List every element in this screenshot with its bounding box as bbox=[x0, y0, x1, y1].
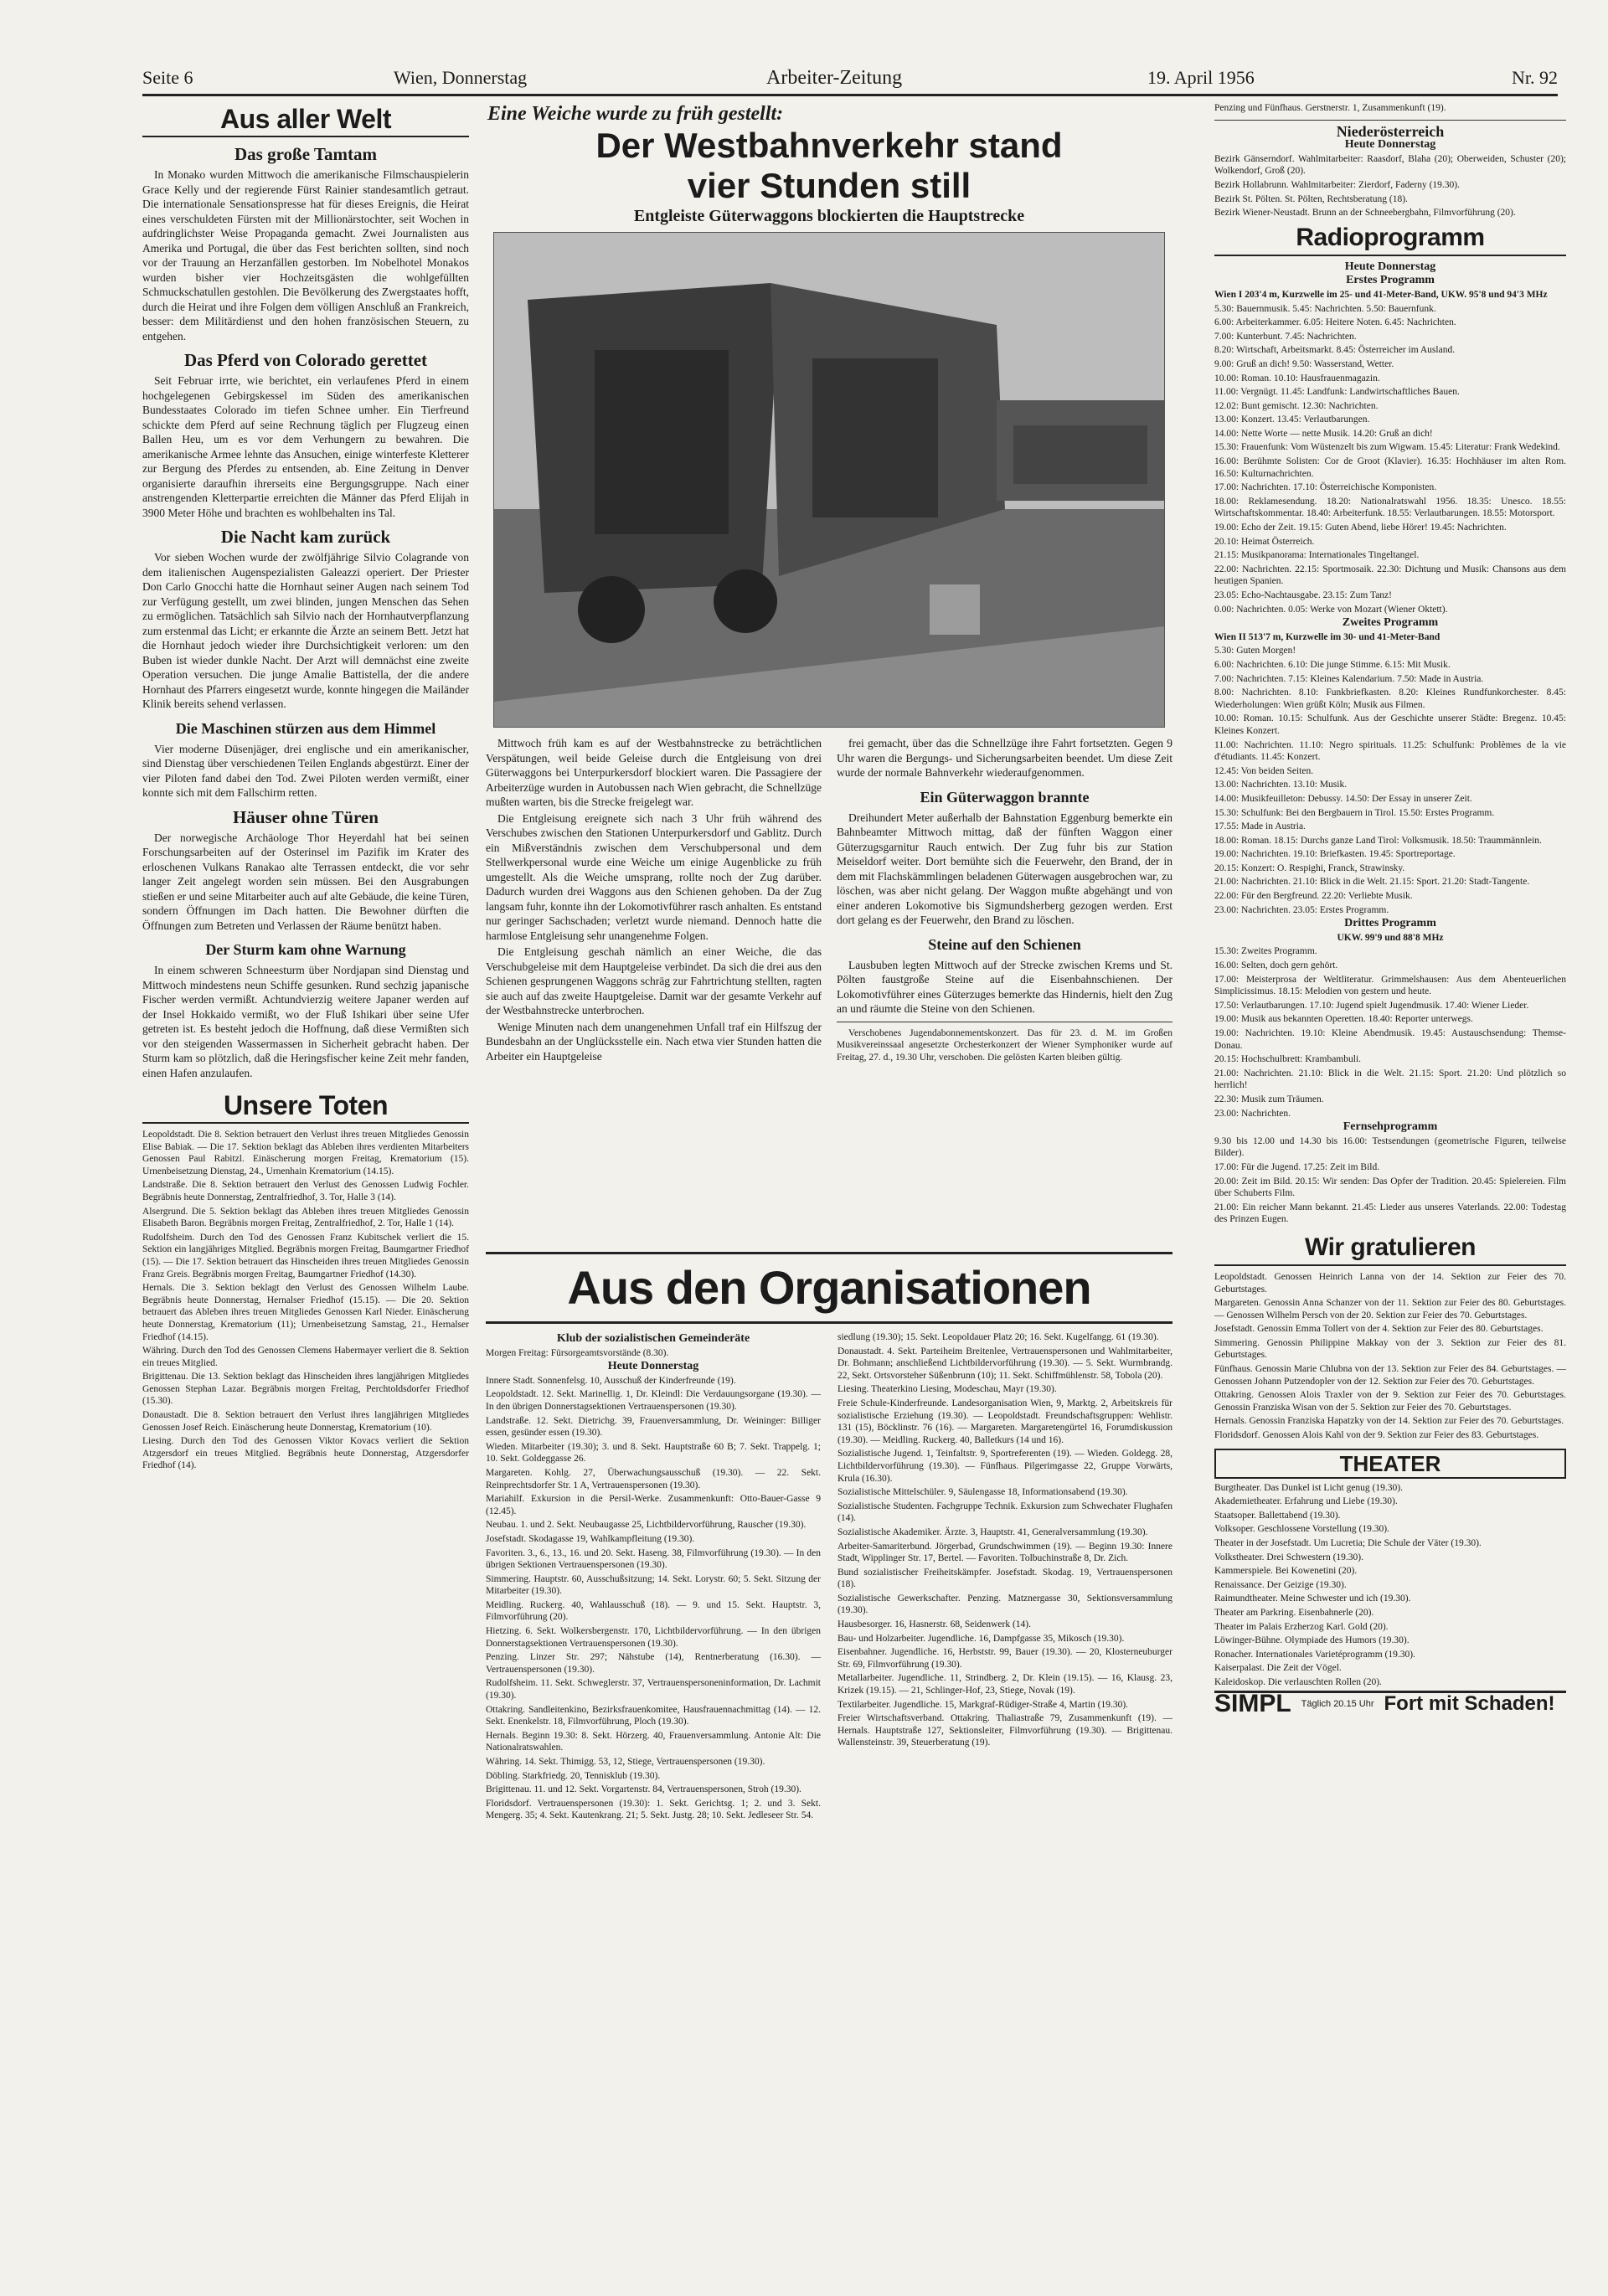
org-item: Freie Schule-Kinderfreunde. Landesorganisation Wien, 9, Marktg. 2, Arbeitskreis für sozialistische Erziehung (19.30). — Leopoldstadt. Freundschaftsgruppen: Wehlistr. 131 (15), Böcklinstr. 76 (16). — Margareten. Margaretengürtel 16, Forumdiskussion (19.30). — Meidling. Ruckerg. 40, Balletkurs (14 und 16). bbox=[838, 1398, 1172, 1445]
obituary-item: Landstraße. Die 8. Sektion betrauert den Verlust des Genossen Ludwig Fochler. Begräbnis heute Donnerstag, Zentralfriedhof, 3. Tor, Halle 3 (14). bbox=[142, 1180, 469, 1202]
radio-item: 10.00: Roman. 10.10: Hausfrauenmagazin. bbox=[1214, 373, 1380, 384]
story-columns bbox=[486, 736, 1172, 1065]
issue-number: Nr. 92 bbox=[1512, 67, 1558, 88]
org-list-right bbox=[838, 1331, 1172, 1749]
grat-item: Simmering. Genossin Philippine Makkay von der 3. Sektion zur Feier des 81. Geburtstages. bbox=[1214, 1337, 1566, 1361]
org-item: Hausbesorger. 16, Hasnerstr. 68, Seidenwerk (14). bbox=[838, 1619, 1032, 1630]
radio-item: 16.00: Selten, doch gern gehört. bbox=[1214, 960, 1338, 971]
article-text: In Monako wurden Mittwoch die amerikanische Filmschauspielerin Grace Kelly und der regierende Fürst Rainier standesamtlich getraut. Die internationale Sensationspresse hat für dieses Ereignis, die Heirat eines verschuldeten Fürsten mit der Millionärstochter, seit Wochen in aufdringlichster Weise Propaganda gemacht. Zwei Journalisten aus Amerika und Portugal, die über das Fest berichten sollten, sind noch vor der Trauung an Herzanfällen gestorben. Im Nobelhotel Monakos wurden bisher vier Hochzeitsgästen die wohlgefüllten Schmuckschatullen gestohlen. Die Bevölkerung des Zwergstaates hofft, durch die Heirat und ihre Folgen dem völligen Anschluß an Frankreich, besser: dem Militärdienst und den hohen französischen Steuern, zu entgehen. bbox=[142, 168, 469, 342]
radio-item: 20.10: Heimat Österreich. bbox=[1214, 536, 1315, 547]
radio-item: 23.00: Nachrichten. bbox=[1214, 1108, 1291, 1119]
section-title-aus-aller-welt: Aus aller Welt bbox=[142, 102, 469, 137]
divider bbox=[1214, 120, 1566, 121]
theater-item: Kaiserpalast. Die Zeit der Vögel. bbox=[1214, 1663, 1342, 1674]
photo-illustration bbox=[494, 233, 1164, 727]
heading-steine: Steine auf den Schienen bbox=[928, 935, 1081, 953]
tv-item: 20.00: Zeit im Bild. 20.15: Wir senden: Das Opfer der Tradition. 20.45: Spielereien. Film über Schuberts Film. bbox=[1214, 1176, 1566, 1199]
story-subhead: Entgleiste Güterwaggons blockierten die Hauptstrecke bbox=[633, 206, 1025, 225]
noe-item: Bezirk Wiener-Neustadt. Brunn an der Schneebergbahn, Filmvorführung (20). bbox=[1214, 208, 1516, 219]
radio-item: 8.20: Wirtschaft, Arbeitsmarkt. 8.45: Österreicher im Ausland. bbox=[1214, 345, 1456, 356]
article-heading: Der Sturm kam ohne Warnung bbox=[205, 941, 406, 958]
theater-list bbox=[1214, 1482, 1566, 1689]
simpl-logo: SIMPL bbox=[1214, 1689, 1291, 1717]
section-title-radio: Radioprogramm bbox=[1214, 221, 1566, 256]
org-item: Sozialistische Jugend. 1, Teinfaltstr. 9, Sportreferenten (19). — Wieden. Goldegg. 28, Lichtbildervorführung (19.30). — Fünfhaus. Pilgerimgasse 22, Gruppe Vorwärts, Krula (16.30). bbox=[838, 1449, 1172, 1484]
radio-item: 12.45: Von beiden Seiten. bbox=[1214, 765, 1314, 776]
org-item: Neubau. 1. und 2. Sekt. Neubaugasse 25, Lichtbildervorführung, Rauscher (19.30). bbox=[486, 1520, 807, 1531]
org-item: Donaustadt. 4. Sekt. Parteiheim Breitenlee, Vertrauenspersonen und Wahlmitarbeiter, Dr. Bohmann; anschließend Lichtbildervorführung (19.30). — 5. Sekt. Wurmbrandg. 22, Sekt. Ortsvorsteher Süßenbrunn (10); 11. Sekt. Schiffmühlenstr. 58, Tobola (20). bbox=[838, 1346, 1172, 1381]
article-heading: Das große Tamtam bbox=[234, 144, 377, 164]
article-steine: Lausbuben legten Mittwoch auf der Strecke zwischen Krems und St. Pölten faustgroße Steine auf die Eisenbahnschienen. Der Lokomotivführer eines Güterzuges bemerkte das Hindernis, hielt den Zug an und räumte die Steine von den Schienen. bbox=[837, 958, 1172, 1015]
grat-item: Fünfhaus. Genossin Marie Chlubna von der 13. Sektion zur Feier des 84. Geburtstages. — Genossen Johann Putzendopler von der 12. Sektion zur Feier des 70. Geburtstages. bbox=[1214, 1364, 1566, 1387]
org-item: Sozialistische Studenten. Fachgruppe Technik. Exkursion zum Schwechater Flughafen (14). bbox=[838, 1501, 1172, 1524]
theater-item: Theater im Palais Erzherzog Karl. Gold (20). bbox=[1214, 1621, 1389, 1632]
place-day: Wien, Donnerstag bbox=[394, 67, 528, 88]
radio-heute: Heute Donnerstag bbox=[1344, 260, 1436, 273]
org-item: Penzing. Linzer Str. 297; Nähstube (14), Rentnerberatung (16.30). — Vertrauenspersonen (19.30). bbox=[486, 1652, 821, 1675]
org-item: Bund sozialistischer Freiheitskämpfer. Josefstadt. Skodag. 19, Vertrauenspersonen (18). bbox=[838, 1567, 1172, 1590]
article-list bbox=[142, 144, 469, 1080]
theater-item: Renaissance. Der Geizige (19.30). bbox=[1214, 1579, 1347, 1590]
derailed-wagon-photo bbox=[493, 232, 1165, 728]
obituary-item: Liesing. Durch den Tod des Genossen Viktor Kovacs verliert die Sektion Atzgersdorf ein treues Mitglied. Begräbnis heute Donnerstag, Atzgersdorfer Friedhof (14). bbox=[142, 1436, 469, 1471]
grat-item: Ottakring. Genossen Alois Traxler von der 9. Sektion zur Feier des 70. Geburtstages. Genossin Franziska Wisan von der 5. Sektion zur Feier des 70. Geburtstages. bbox=[1214, 1390, 1566, 1413]
radio-item: 6.00: Arbeiterkammer. 6.05: Heitere Noten. 6.45: Nachrichten. bbox=[1214, 317, 1456, 328]
theater-item: Löwinger-Bühne. Olympiade des Humors (19.30). bbox=[1214, 1635, 1410, 1646]
obituary-item: Währing. Durch den Tod des Genossen Clemens Habermayer verliert die 8. Sektion ein treues Mitglied. bbox=[142, 1346, 469, 1368]
grat-item: Josefstadt. Genossin Emma Tollert von der 4. Sektion zur Feier des 80. Geburtstages. bbox=[1214, 1324, 1544, 1335]
noe-item: Bezirk Hollabrunn. Wahlmitarbeiter: Zierdorf, Faderny (19.30). bbox=[1214, 179, 1460, 190]
drittes-title: Drittes Programm bbox=[1344, 917, 1436, 930]
story-continuation: frei gemacht, über das die Schnellzüge ihre Fahrt fortsetzten. Gegen 9 Uhr waren die Bergungs- und Sicherungsarbeiten beendet. Um diese Zeit wurde der normale Bahnverkehr wiederaufgenommen. bbox=[837, 737, 1172, 779]
noe-list bbox=[1214, 153, 1566, 219]
org-item: Sozialistische Gewerkschafter. Penzing. Matznergasse 30, Sektionsversammlung (19.30). bbox=[838, 1593, 1172, 1616]
org-item: Textilarbeiter. Jugendliche. 15, Markgraf-Rüdiger-Straße 4, Martin (19.30). bbox=[838, 1699, 1129, 1710]
main-story bbox=[486, 102, 1172, 1241]
erstes-title: Erstes Programm bbox=[1346, 274, 1435, 287]
theater-item: Kammerspiele. Bei Kowenetini (20). bbox=[1214, 1566, 1358, 1577]
org-item: Simmering. Hauptstr. 60, Ausschußsitzung; 14. Sekt. Lorystr. 60; 5. Sekt. Sitzung der Mitarbeiter (19.30). bbox=[486, 1573, 821, 1597]
radio-item: 22.30: Musik zum Träumen. bbox=[1214, 1094, 1324, 1104]
radio-item: 11.00: Vergnügt. 11.45: Landfunk: Landwirtschaftliches Bauen. bbox=[1214, 387, 1460, 398]
story-paragraph: Wenige Minuten nach dem unangenehmen Unfall traf ein Hilfszug der Bundesbahn an der Unglücksstelle ein. Nach etwa vier Stunden hatten die Arbeiter ein Hauptgeleise bbox=[486, 1020, 822, 1063]
right-top-line: Penzing und Fünfhaus. Gerstnerstr. 1, Zusammenkunft (19). bbox=[1214, 103, 1446, 113]
noe-heute: Heute Donnerstag bbox=[1344, 138, 1436, 152]
radio-item: 13.00: Konzert. 13.45: Verlautbarungen. bbox=[1214, 414, 1370, 425]
org-item: Mariahilf. Exkursion in die Persil-Werke. Zusammenkunft: Otto-Bauer-Gasse 9 (12.45). bbox=[486, 1494, 821, 1516]
org-item: Freier Wirtschaftsverband. Ottakring. Thaliastraße 79, Zusammenkunft (19). — Hernals. Hauptstraße 127, Sektionsleiter, Filmvorführung (19.30). — Brigittenau. Wallensteinstr. 39, Steuerberatung (19). bbox=[838, 1713, 1172, 1748]
headline-line-1: Der Westbahnverkehr stand bbox=[595, 125, 1063, 165]
org-item: Sozialistische Akademiker. Ärzte. 3, Hauptstr. 41, Generalversammlung (19.30). bbox=[838, 1526, 1148, 1537]
klub-text: Morgen Freitag: Fürsorgeamtsvorstände (8.30). bbox=[486, 1347, 669, 1358]
radio-item: 9.00: Gruß an dich! 9.50: Wasserstand, Wetter. bbox=[1214, 358, 1394, 369]
radio-item: 17.55: Made in Austria. bbox=[1214, 821, 1306, 832]
theater-item: Akademietheater. Erfahrung und Liebe (19.30). bbox=[1214, 1496, 1398, 1507]
radio-item: 0.00: Nachrichten. 0.05: Werke von Mozart (Wiener Oktett). bbox=[1214, 604, 1448, 615]
theater-item: Kaleidoskop. Die verlauschten Rollen (20). bbox=[1214, 1676, 1382, 1687]
radio-item: 23.00: Nachrichten. 23.05: Erstes Programm. bbox=[1214, 904, 1389, 915]
theater-item: Staatsoper. Ballettabend (19.30). bbox=[1214, 1510, 1341, 1521]
org-item: Favoriten. 3., 6., 13., 16. und 20. Sekt. Haseng. 38, Filmvorführung (19.30). — In den übrigen Sektionen Vertrauenspersonen (19.30). bbox=[486, 1547, 821, 1571]
page-header bbox=[142, 65, 1558, 96]
org-item: Brigittenau. 11. und 12. Sekt. Vorgartenstr. 84, Vertrauenspersonen, Stroh (19.30). bbox=[486, 1784, 801, 1795]
radio-item: 22.00: Für den Bergfreund. 22.20: Verliebte Musik. bbox=[1214, 891, 1413, 902]
simpl-ad bbox=[1214, 1689, 1566, 1717]
org-item: Hietzing. 6. Sekt. Wolkersbergenstr. 170, Lichtbildervorführung. — In den übrigen Donnerstagsektionen Vertrauenspersonen (19.30). bbox=[486, 1626, 821, 1649]
radio-item: 5.30: Bauernmusik. 5.45: Nachrichten. 5.50: Bauernfunk. bbox=[1214, 303, 1436, 314]
fern-list bbox=[1214, 1135, 1566, 1226]
org-item: Leopoldstadt. 12. Sekt. Marinellig. 1, Dr. Kleindl: Die Verdauungsorgane (19.30). — In den übrigen Donnerstagsektionen Vertrauenspersonen (19.30). bbox=[486, 1389, 821, 1412]
radio-item: 13.00: Nachrichten. 13.10: Musik. bbox=[1214, 780, 1348, 790]
fern-title: Fernsehprogramm bbox=[1343, 1120, 1438, 1134]
radio-item: 15.30: Frauenfunk: Vom Wüstenzelt bis zum Wigwam. 15.45: Literatur: Frank Wedekind. bbox=[1214, 442, 1560, 453]
erstes-list bbox=[1214, 303, 1566, 616]
klub-heading: Klub der sozialistischen Gemeinderäte bbox=[556, 1332, 750, 1345]
radio-item: 15.30: Schulfunk: Bei den Bergbauern in Tirol. 15.50: Erstes Programm. bbox=[1214, 807, 1495, 818]
story-paragraph: Mittwoch früh kam es auf der Westbahnstrecke zu beträchtlichen Verspätungen, weil beide Geleise durch die Entgleisung von drei Güterwaggons bei Unterpurkersdorf blockiert waren. Die Passagiere der Arbeiterzüge wurden in Autobussen nach Wien gebracht, die Schnellzüge mußten warten, bis die Strecke freigelegt war. bbox=[486, 737, 822, 808]
radio-item: 11.00: Nachrichten. 11.10: Negro spirituals. 11.25: Schulfunk: Problèmes de la vie d'étudiants. 11.45: Konzert. bbox=[1214, 739, 1566, 763]
article-heading: Das Pferd von Colorado gerettet bbox=[183, 350, 428, 370]
radio-item: 17.00: Nachrichten. 17.10: Österreichische Komponisten. bbox=[1214, 482, 1437, 493]
story-headline bbox=[486, 126, 1172, 206]
org-item: Metallarbeiter. Jugendliche. 11, Strindberg. 2, Dr. Klein (19.15). — 16, Klausg. 23, Krizek (19.15). — 21, Schlinger-Hof, 23, Stiege, Novak (19). bbox=[838, 1673, 1172, 1696]
org-item: Döbling. Starkfriedg. 20, Tennisklub (19.30). bbox=[486, 1770, 661, 1781]
story-kicker: Eine Weiche wurde zu früh gestellt: bbox=[487, 103, 784, 125]
obituary-item: Rudolfsheim. Durch den Tod des Genossen Franz Kubitschek verliert die 15. Sektion ein langjähriges Mitglied. Begräbnis morgen Freitag, Baumgartner Friedhof (15). — Die 17. Sektion betrauert das Hinscheiden ihres treuen Mitgliedes Genossin Franz Greis. Begräbnis morgen Freitag, Baumgartner Friedhof (14.30). bbox=[142, 1232, 469, 1279]
theater-item: Ronacher. Internationales Varietéprogramm (19.30). bbox=[1214, 1649, 1415, 1660]
headline-line-2: vier Stunden still bbox=[687, 165, 972, 205]
obituary-item: Alsergrund. Die 5. Sektion beklagt das Ableben ihres treuen Mitgliedes Genossin Elisabeth Baron. Begräbnis morgen Freitag, Zentralfriedhof, 2. Tor, Halle 1 (14). bbox=[142, 1206, 469, 1229]
org-item: Bau- und Holzarbeiter. Jugendliche. 16, Dampfgasse 35, Mikosch (19.30). bbox=[838, 1633, 1125, 1644]
tv-item: 21.00: Ein reicher Mann bekannt. 21.45: Lieder aus unseres Vaterlands. 22.00: Todestag des Prinzen Eugen. bbox=[1214, 1202, 1566, 1225]
theater-item: Raimundtheater. Meine Schwester und ich (19.30). bbox=[1214, 1593, 1411, 1604]
org-item: Floridsdorf. Vertrauenspersonen (19.30): 1. Sekt. Gerichtsg. 1; 2. und 3. Sekt. Mengerg. 35; 4. Sekt. Kautenkrang. 21; 5. Sekt. Justg. 28; 10. Sekt. Jedleseer Str. 54. bbox=[486, 1798, 821, 1821]
article-text: Seit Februar irrte, wie berichtet, ein verlaufenes Pferd in einem hochgelegenen Gebirgskessel im Süden des amerikanischen Bundesstaates Colorado im tiefen Schnee umher. Ein Tierfreund schickte dem Pferd auf seine Rechnung täglich per Flugzeug einen Ballen Heu, um es vor dem Verhungern zu bewahren. Die amerikanische Armee lehnte das Ansuchen, einige winterfeste Kletterer zur Bergung des Pferdes zu entsenden, ab. Eine Zeitung in Denver organisierte daraufhin ihrerseits eine Bergungsgruppe. Nach einer anstrengenden Kletterpartie erreichten die Männer das Pferd Elijah in 3900 Meter Höhe und brachten es wohlbehalten ins Tal. bbox=[142, 374, 469, 519]
article-text: Vier moderne Düsenjäger, drei englische und ein amerikanischer, sind Dienstag über verschiedenen Teilen Englands abgestürzt. Einer der vier Piloten fand dabei den Tod. Zwei Piloten werden vermißt, einer konnte sich mit dem Fallschirm retten. bbox=[142, 742, 469, 799]
section-title-organisationen: Aus den Organisationen bbox=[486, 1252, 1172, 1324]
article-heading: Häuser ohne Türen bbox=[233, 806, 379, 827]
radio-item: 14.00: Musikfeuilleton: Debussy. 14.50: Der Essay in unserer Zeit. bbox=[1214, 793, 1472, 804]
radio-item: 16.00: Berühmte Solisten: Cor de Groot (Klavier). 16.35: Hochhäuser im alten Rom. 16.50: Kulturnachrichten. bbox=[1214, 456, 1566, 479]
zweites-title: Zweites Programm bbox=[1342, 616, 1439, 630]
radio-item: 15.30: Zweites Programm. bbox=[1214, 946, 1317, 957]
grat-item: Floridsdorf. Genossen Alois Kahl von der 9. Sektion zur Feier des 83. Geburtstages. bbox=[1214, 1430, 1539, 1441]
radio-item: 18.00: Roman. 18.15: Durchs ganze Land Tirol: Volksmusik. 18.50: Traummännlein. bbox=[1214, 835, 1542, 846]
grat-item: Hernals. Genossin Franziska Hapatzky von der 14. Sektion zur Feier des 70. Geburtstages. bbox=[1214, 1416, 1564, 1427]
radio-item: 14.00: Nette Worte — nette Musik. 14.20: Gruß an dich! bbox=[1214, 428, 1433, 439]
radio-item: 6.00: Nachrichten. 6.10: Die junge Stimme. 6.15: Mit Musik. bbox=[1214, 659, 1451, 670]
org-item: Ottakring. Sandleitenkino, Bezirksfrauenkomitee, Hausfrauennachmittag (14). — 12. Sekt. Enenkelstr. 18, Filmvorführung, Ploch (19.30). bbox=[486, 1704, 821, 1727]
theater-item: Theater am Parkring. Eisenbahnerle (20). bbox=[1214, 1607, 1374, 1618]
section-title-unsere-toten: Unsere Toten bbox=[142, 1089, 469, 1124]
page-number: Seite 6 bbox=[142, 67, 193, 88]
radio-item: 21.15: Musikpanorama: Internationales Tingeltangel. bbox=[1214, 550, 1420, 561]
org-item: Sozialistische Mittelschüler. 9, Säulengasse 18, Informationsabend (19.30). bbox=[838, 1487, 1128, 1498]
simpl-time: Täglich 20.15 Uhr bbox=[1301, 1698, 1374, 1709]
simpl-show: Fort mit Schaden! bbox=[1384, 1691, 1555, 1715]
radio-item: 7.00: Kunterbunt. 7.45: Nachrichten. bbox=[1214, 331, 1357, 342]
radio-item: 19.00: Echo der Zeit. 19.15: Guten Abend, liebe Hörer! 19.45: Nachrichten. bbox=[1214, 523, 1507, 533]
obituary-item: Hernals. Die 3. Sektion beklagt den Verlust des Genossen Wilhelm Laube. Begräbnis heute Donnerstag, Hernalser Friedhof (15.15). — Die 20. Sektion betrauert das Ableben ihres treuen Mitgliedes Genossen Karl Nieder. Einäscherung heute Donnerstag, Krematorium (11); Urnenbeisetzung Samstag, 21., Hernalser Friedhof (14.15). bbox=[142, 1283, 469, 1342]
org-item: Währing. 14. Sekt. Thimigg. 53, 12, Stiege, Vertrauenspersonen (19.30). bbox=[486, 1757, 765, 1767]
obituary-list bbox=[142, 1129, 469, 1472]
radio-item: 20.15: Hochschulbrett: Krambambuli. bbox=[1214, 1054, 1362, 1065]
theater-item: Volksoper. Geschlossene Vorstellung (19.30). bbox=[1214, 1524, 1389, 1535]
notice-konzert: Verschobenes Jugendabonnementskonzert. Das für 23. d. M. im Großen Musikvereinssaal angesetzte Orchesterkonzert der Wiener Symphoniker wurde auf Freitag, 27. d., 19.30 Uhr, verschoben. Die gelösten Karten bleiben gültig. bbox=[837, 1027, 1172, 1063]
erstes-freq: Wien I 203'4 m, Kurzwelle im 25- und 41-Meter-Band, UKW. 95'8 und 94'3 MHz bbox=[1214, 289, 1548, 300]
radio-item: 17.50: Verlautbarungen. 17.10: Jugend spielt Jugendmusik. 17.40: Wiener Lieder. bbox=[1214, 1000, 1529, 1011]
org-column-left bbox=[486, 1331, 821, 2278]
drittes-freq: UKW. 99'9 und 88'8 MHz bbox=[1337, 932, 1444, 943]
story-paragraph: Die Entgleisung ereignete sich nach 3 Uhr früh während des Verschubes zwischen den Stationen Unterpurkersdorf und Gablitz. Durch ein Mißverständnis zwischen dem Verschubpersonal und dem Stellwerkpersonal wurde eine Weiche um einige Augenblicke zu früh umgestellt. Als die Weiche umsprang, rollte noch der Zug darüber. Dadurch wurden drei Waggons aus den Schienen gehoben. Da der Zug langsam fuhr, konnte ihn der Lokomotivführer rasch anhalten. Es entstand nur geringer Sachschaden; verletzt wurde niemand. Dennoch hatte die harmlose Entgleisung sehr unangenehme Folgen. bbox=[486, 811, 822, 942]
story-column-right bbox=[837, 736, 1172, 1065]
theater-item: Volkstheater. Drei Schwestern (19.30). bbox=[1214, 1552, 1363, 1562]
org-item: siedlung (19.30); 15. Sekt. Leopoldauer Platz 20; 16. Sekt. Kugelfangg. 61 (19.30). bbox=[838, 1332, 1159, 1342]
org-column-right bbox=[838, 1331, 1172, 2278]
heute-heading: Heute Donnerstag bbox=[607, 1360, 699, 1373]
org-list-left bbox=[486, 1375, 821, 1822]
radio-item: 23.05: Echo-Nachtausgabe. 23.15: Zum Tanz! bbox=[1214, 590, 1392, 600]
radio-item: 7.00: Nachrichten. 7.15: Kleines Kalendarium. 7.50: Made in Austria. bbox=[1214, 673, 1484, 684]
theater-item: Burgtheater. Das Dunkel ist Licht genug (19.30). bbox=[1214, 1482, 1403, 1493]
story-paragraph: Die Entgleisung geschah nämlich an einer Weiche, die das Verschubgeleise mit dem Hauptgeleise verbindet. Da sich die drei aus den Schienen gesprungenen Waggons schräg zur Fahrtrichtung stellten, ragten sie auch auf das zweite Hauptgeleise. Damit war der gesamte Verkehr auf der Westbahnstrecke unterbrochen. bbox=[486, 945, 822, 1017]
noe-item: Bezirk Gänserndorf. Wahlmitarbeiter: Raasdorf, Blaha (20); Oberweiden, Schuster (20); Wolkendorf, Groß (20). bbox=[1214, 153, 1566, 177]
column-right bbox=[1214, 102, 1566, 2254]
radio-item: 19.00: Musik aus bekannten Operetten. 18.40: Reporter unterwegs. bbox=[1214, 1014, 1473, 1025]
org-item: Hernals. Beginn 19.30: 8. Sekt. Hörzerg. 40, Frauenversammlung. Antonie Alt: Die Nationalratswahlen. bbox=[486, 1730, 821, 1753]
article-text: Der norwegische Archäologe Thor Heyerdahl hat bei seinen Forschungsarbeiten auf der Osterinsel im Pazifik im Krater des erloschenen Vulkans Ranakao alte Terrassen entdeckt, die vor sehr langer Zeit angelegt worden sein müssen. Bei den Ausgrabungen stießen er und seine Mitarbeiter auch auf alte Gebäude, die keine Türen, sondern Öffnungen im Dach hatten. Die Bewohner dürften die Öffnungen zum Betreten und Verlassen der Räume benützt haben. bbox=[142, 831, 469, 932]
article-gueterwaggon: Dreihundert Meter außerhalb der Bahnstation Eggenburg bemerkte ein Bahnbeamter Mittwoch mittag, daß der fünften Waggon einer Güterzugsgarnitur Rauch entwich. Der Zug fuhr bis zur Station Meiseldorf weiter. Dort bemühte sich die Feuerwehr, den Brand, der in dem mit Flachskämmlingen beladenen Güterwagen ausgebrochen war, zu löschen, was aber nicht gelang. Der Waggon mußte abgehängt und von einer anderen Lokomotive bis Sigmundsherberg gezogen werden. Erst dort gelang es der Feuerwehr, den Brand zu löschen. bbox=[837, 811, 1172, 926]
obituary-item: Donaustadt. Die 8. Sektion betrauert den Verlust ihres langjährigen Mitgliedes Genossen Josef Reich. Einäscherung heute Donnerstag, Krematorium (10). bbox=[142, 1410, 469, 1433]
grat-item: Leopoldstadt. Genossen Heinrich Lanna von der 14. Sektion zur Feier des 70. Geburtstages. bbox=[1214, 1271, 1566, 1295]
org-item: Meidling. Ruckerg. 40, Wahlausschuß (18). — 9. und 15. Sekt. Hauptstr. 3, Filmvorführung (20). bbox=[486, 1599, 821, 1623]
org-item: Rudolfsheim. 11. Sekt. Schweglerstr. 37, Vertrauenspersoneninformation, Dr. Lachmit (19.30). bbox=[486, 1678, 821, 1701]
zweites-list bbox=[1214, 645, 1566, 916]
noe-title: Niederösterreich bbox=[1336, 122, 1445, 140]
theater-item: Theater in der Josefstadt. Um Lucretia; Die Schule der Väter (19.30). bbox=[1214, 1538, 1482, 1548]
newspaper-name: Arbeiter-Zeitung bbox=[766, 67, 903, 89]
radio-item: 19.00: Nachrichten. 19.10: Kleine Abendmusik. 19.45: Austauschsendung: Themse-Donau. bbox=[1214, 1028, 1566, 1051]
radio-item: 18.00: Reklamesendung. 18.20: Nationalratswahl 1956. 18.35: Unesco. 18.55: Wirtschaftskommentar. 18.40: Arbeiterfunk. 18.55: Verlautbarungen. 18.55: Motorsport. bbox=[1214, 496, 1566, 519]
drittes-list bbox=[1214, 945, 1566, 1120]
obituary-item: Brigittenau. Die 13. Sektion beklagt das Hinscheiden ihres langjährigen Mitgliedes Genossen Stephan Lazar. Begräbnis morgen Freitag, Perchtoldsdorfer Friedhof (15.30). bbox=[142, 1372, 469, 1407]
section-title-gratulieren: Wir gratulieren bbox=[1214, 1231, 1566, 1266]
radio-item: 12.02: Bunt gemischt. 12.30: Nachrichten. bbox=[1214, 400, 1379, 411]
article-heading: Die Maschinen stürzen aus dem Himmel bbox=[175, 719, 436, 737]
org-item: Josefstadt. Skodagasse 19, Wahlkampfleitung (19.30). bbox=[486, 1533, 695, 1544]
org-item: Wieden. Mitarbeiter (19.30); 3. und 8. Sekt. Hauptstraße 60 B; 7. Sekt. Trappelg. 1; 10. Sekt. Goldeggasse 26. bbox=[486, 1441, 821, 1465]
org-item: Margareten. Kohlg. 27, Überwachungsausschuß (19.30). — 22. Sekt. Reinprechtsdorfer Str. 1 A, Vertrauenspersonen (19.30). bbox=[486, 1467, 821, 1490]
heading-gueterwaggon: Ein Güterwaggon brannte bbox=[920, 788, 1090, 806]
org-item: Eisenbahner. Jugendliche. 16, Herbststr. 99, Bauer (19.30). — 20, Klosterneuburger Str. 69, Filmvorführung (19.30). bbox=[838, 1647, 1172, 1670]
grat-list bbox=[1214, 1271, 1566, 1442]
issue-date: 19. April 1956 bbox=[1147, 67, 1255, 88]
tv-item: 9.30 bis 12.00 und 14.30 bis 16.00: Testsendungen (geometrische Figuren, teilweise Bilder). bbox=[1214, 1135, 1566, 1159]
radio-item: 17.00: Meisterprosa der Weltliteratur. Grimmelshausen: Aus dem Abenteuerlichen Simplicissimus. 18.15: Melodien von gestern und heute. bbox=[1214, 974, 1566, 997]
radio-item: 20.15: Konzert: O. Respighi, Franck, Strawinsky. bbox=[1214, 862, 1405, 873]
org-item: Liesing. Theaterkino Liesing, Modeschau, Mayr (19.30). bbox=[838, 1384, 1057, 1395]
org-item: Landstraße. 12. Sekt. Dietrichg. 39, Frauenversammlung, Dr. Weininger: Billiger essen, gesünder essen (19.30). bbox=[486, 1415, 821, 1439]
radio-item: 19.00: Nachrichten. 19.10: Briefkasten. 19.45: Sportreportage. bbox=[1214, 849, 1456, 860]
zweites-freq: Wien II 513'7 m, Kurzwelle im 30- und 41-Meter-Band bbox=[1214, 631, 1440, 642]
radio-item: 5.30: Guten Morgen! bbox=[1214, 646, 1296, 656]
tv-item: 17.00: Für die Jugend. 17.25: Zeit im Bild. bbox=[1214, 1161, 1380, 1172]
radio-item: 22.00: Nachrichten. 22.15: Sportmosaik. 22.30: Dichtung und Musik: Chansons aus dem heutigen Spanien. bbox=[1214, 564, 1566, 587]
org-item: Innere Stadt. Sonnenfelsg. 10, Ausschuß der Kinderfreunde (19). bbox=[486, 1375, 736, 1386]
column-aus-aller-welt bbox=[142, 102, 469, 2246]
radio-item: 8.00: Nachrichten. 8.10: Funkbriefkasten. 8.20: Kleines Rundfunkorchester. 8.45: Wiederholungen: Wien grüßt Köln; Musik aus Filmen. bbox=[1214, 687, 1566, 710]
grat-item: Margareten. Genossin Anna Schanzer von der 11. Sektion zur Feier des 80. Geburtstages. — Genossen Wilhelm Persch von der 20. Sektion zur Feier des 70. Geburtstages. bbox=[1214, 1298, 1566, 1320]
org-item: Arbeiter-Samariterbund. Jörgerbad, Grundschwimmen (19). — Beginn 19.30: Innere Stadt, Wipplinger Str. 17, Bertel. — Favoriten. Tolbuchinstraße 8, Dr. Zich. bbox=[838, 1541, 1172, 1564]
article-text: In einem schweren Schneesturm über Nordjapan sind Dienstag und Mittwoch mindestens neun Schiffe gesunken. Rund sechzig japanische Fischer werden vermißt. Achtundvierzig weitere Japaner werden auf der Insel Hokkaido vermißt, wo der Fluß Ishikari über seine Ufer getreten ist. Es besteht jedoch die Hoffnung, daß diese Vermißten sich vor den steigenden Wassermassen in Sicherheit gebracht haben. Der Sturm kam so plötzlich, daß die Heringsfischer keine Zeit mehr fanden, einen Hafen anzulaufen. bbox=[142, 964, 469, 1079]
article-heading: Die Nacht kam zurück bbox=[220, 527, 391, 547]
radio-item: 10.00: Roman. 10.15: Schulfunk. Aus der Geschichte unserer Städte: Bregenz. 10.45: Kleines Konzert. bbox=[1214, 713, 1566, 736]
story-column-left bbox=[486, 736, 822, 1065]
section-title-theater: THEATER bbox=[1214, 1449, 1566, 1479]
radio-item: 21.00: Nachrichten. 21.10: Blick in die Welt. 21.15: Sport. 21.20: Und plötzlich so herrlich! bbox=[1214, 1068, 1566, 1091]
article-text: Vor sieben Wochen wurde der zwölfjährige Silvio Colagrande von dem italienischen Augenspezialisten Galeazzi operiert. Der Priester Don Carlo Gnocchi hatte die Hornhaut seiner Augen nach seinem Tod zur Verfügung gestellt, um zwei blinden, jungen Menschen das Sehen zu ermöglichen. Tatsächlich sah Silvio nach der Hornhautverpflanzung zum erstenmal das Licht; er erkannte die Ärzte an seinem Bett. Jetzt hat die Hornhaut jedoch wieder ihre Durchsichtigkeit verloren: um den Buben ist wieder dunkle Nacht. Der Arzt will demnächst eine zweite Operation versuchen. Die junge Amalie Battistella, der die andere Hornhaut des Pfarrers eingesetzt wurde, konnte hingegen die Mailänder Klinik bereits sehend verlassen. bbox=[142, 551, 469, 710]
noe-item: Bezirk St. Pölten. St. Pölten, Rechtsberatung (18). bbox=[1214, 193, 1408, 204]
obituary-item: Leopoldstadt. Die 8. Sektion betrauert den Verlust ihres treuen Mitgliedes Genossin Elise Babiak. — Die 17. Sektion beklagt das Ableben ihres verdienten Mitarbeiters Genossen Paul Rabitzl. Einäscherung morgen Freitag, Krematorium (15). Urnenbeisetzung Dienstag, 24., Urnenhain Krematorium (14.15). bbox=[142, 1130, 469, 1176]
radio-item: 21.00: Nachrichten. 21.10: Blick in die Welt. 21.15: Sport. 21.20: Stadt-Tangente. bbox=[1214, 877, 1530, 888]
